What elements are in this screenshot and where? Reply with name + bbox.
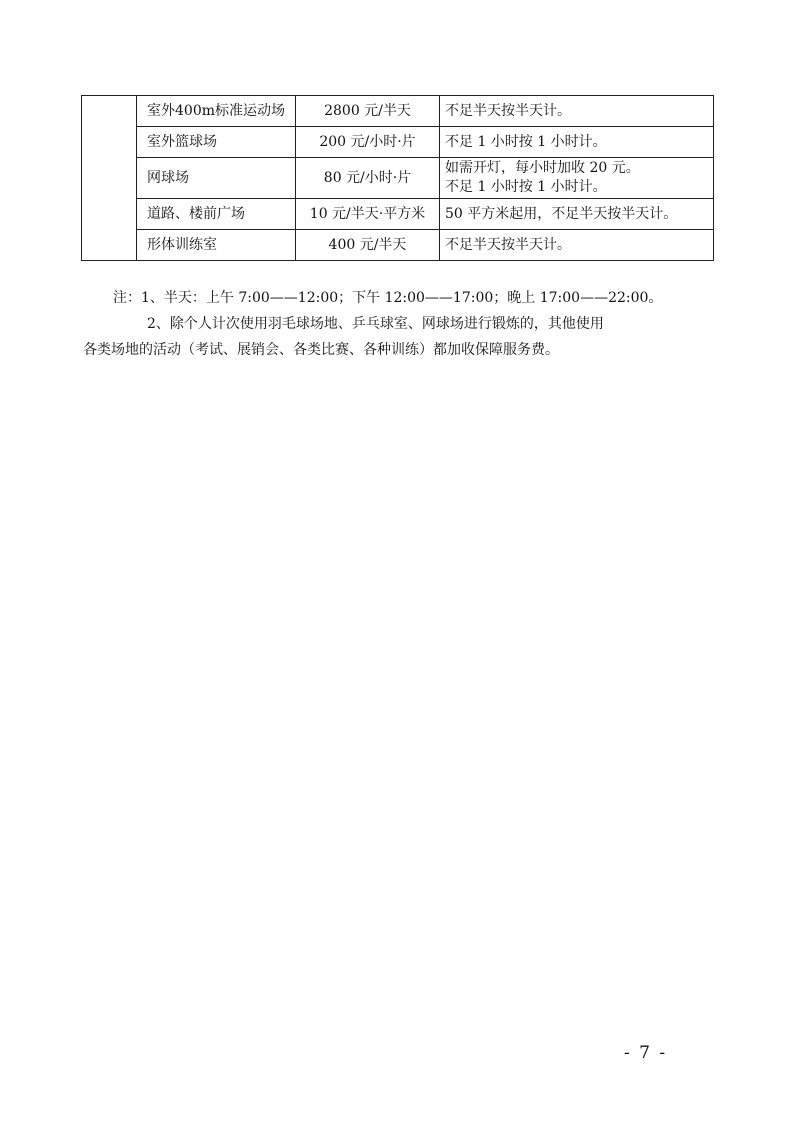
page-number: - 7 -: [624, 1043, 668, 1063]
note-line: 不足半天按半天计。: [445, 236, 571, 253]
note-2-line-1: 2、除个人计次使用羽毛球场地、乒乓球室、网球场进行锻炼的，其他使用: [147, 316, 604, 332]
note-cell: [440, 199, 714, 230]
note-line: 不足 1 小时按 1 小时计。: [445, 179, 607, 195]
note-cell: [440, 96, 714, 127]
price-cell: 80 元/小时·片: [296, 158, 440, 199]
note-cell: [440, 230, 714, 261]
note-line: 如需开灯，每小时加收 20 元。: [445, 160, 640, 176]
table-row: [82, 199, 714, 230]
category-cell: [82, 96, 137, 261]
venue-cell: 形体训练室: [137, 230, 296, 261]
note-2-line-2: 各类场地的活动（考试、展销会、各类比赛、各种训练）都加收保障服务费。: [83, 342, 559, 358]
note-line: 不足 1 小时按 1 小时计。: [445, 133, 607, 150]
table-row: [82, 230, 714, 261]
price-cell: 200 元/小时·片: [296, 127, 440, 158]
fee-table: [81, 95, 714, 261]
note-line: 50 平方米起用，不足半天按半天计。: [445, 205, 678, 222]
venue-cell: 网球场: [137, 158, 296, 199]
venue-cell: 道路、楼前广场: [137, 199, 296, 230]
table-row: [82, 127, 714, 158]
note-cell: [440, 127, 714, 158]
price-cell: 400 元/半天: [296, 230, 440, 261]
notes-section: [83, 285, 713, 363]
table-row: [82, 96, 714, 127]
table-row: [82, 158, 714, 199]
note-1: 注：1、半天：上午 7:00——12:00；下午 12:00——17:00；晚上 17:00——22:00。: [113, 290, 663, 306]
price-cell: 2800 元/半天: [296, 96, 440, 127]
price-cell: 10 元/半天·平方米: [296, 199, 440, 230]
note-line: 不足半天按半天计。: [445, 102, 571, 119]
venue-cell: 室外400m标准运动场: [137, 96, 296, 127]
venue-cell: 室外篮球场: [137, 127, 296, 158]
note-cell: [440, 158, 714, 199]
